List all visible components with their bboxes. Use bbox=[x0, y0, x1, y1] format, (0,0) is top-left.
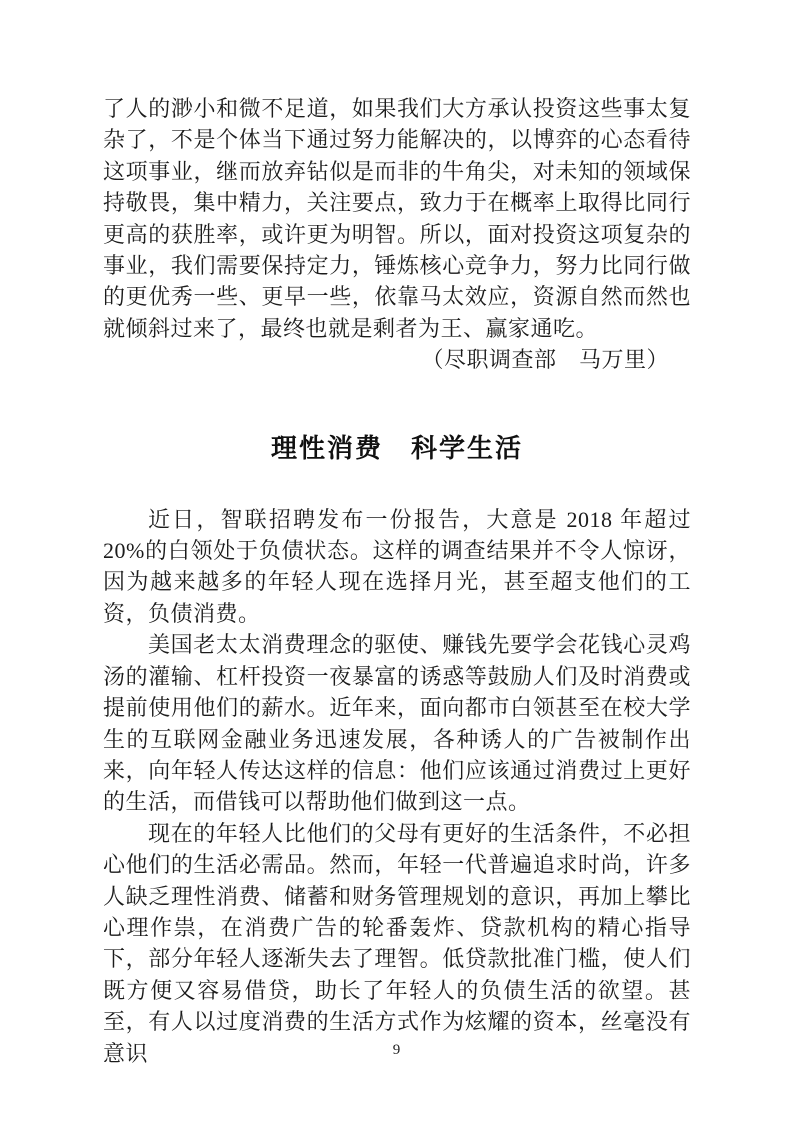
article-paragraph-3: 现在的年轻人比他们的父母有更好的生活条件，不必担心他们的生活必需品。然而，年轻一代普遍追求时尚，许多人缺乏理性消费、储蓄和财务管理规划的意识，再加上攀比心理作祟，在消费广告的轮番轰炸、贷款机构的精心指导下，部分年轻人逐渐失去了理智。低贷款批准门槛，使人们既方便又容易借贷，助长了年轻人的负债生活的欲望。甚至，有人以过度消费的生活方式作为炫耀的资本，丝毫没有意识 bbox=[103, 820, 691, 1066]
article-title: 理性消费 科学生活 bbox=[270, 432, 523, 463]
attribution-line: （尽职调查部 马万里） bbox=[421, 347, 669, 373]
article-paragraph-2: 美国老太太消费理念的驱使、赚钱先要学会花钱心灵鸡汤的灌输、杠杆投资一夜暴富的诱惑等鼓励人们及时消费或提前使用他们的薪水。近年来，面向都市白领甚至在校大学生的互联网金融业务迅速发展，各种诱人的广告被制作出来，向年轻人传达这样的信息：他们应该通过消费过上更好的生活，而借钱可以帮助他们做到这一点。 bbox=[103, 632, 691, 815]
page-content bbox=[103, 93, 691, 1069]
article-paragraph-1: 近日，智联招聘发布一份报告，大意是 2018 年超过 20%的白领处于负债状态。这样的调查结果并不令人惊讶，因为越来越多的年轻人现在选择月光，甚至超支他们的工资，负债消费。 bbox=[103, 506, 691, 626]
paragraph-continued: 了人的渺小和微不足道，如果我们大方承认投资这些事太复杂了，不是个体当下通过努力能解决的，以博弈的心态看待这项事业，继而放弃钻似是而非的牛角尖，对未知的领域保持敬畏，集中精力，关注要点，致力于在概率上取得比同行更高的获胜率，或许更为明智。所以，面对投资这项复杂的事业，我们需要保持定力，锤炼核心竞争力，努力比同行做的更优秀一些、更早一些，依靠马太效应，资源自然而然也就倾斜过来了，最终也就是剩者为王、赢家通吃。 bbox=[103, 96, 691, 341]
page-number: 9 bbox=[392, 1042, 401, 1058]
